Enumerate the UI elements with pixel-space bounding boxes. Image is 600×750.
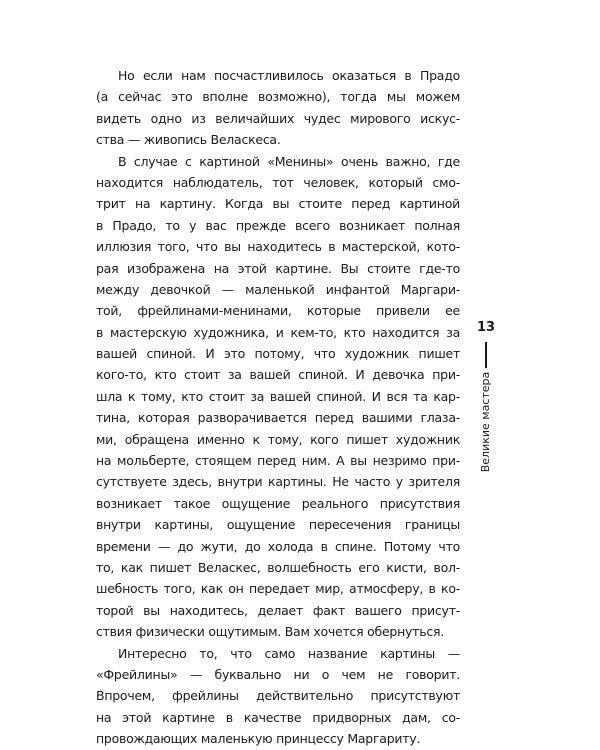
text-line: на этой картине в качестве придворных дам, со- bbox=[96, 709, 460, 725]
page-number: 13 bbox=[476, 320, 496, 335]
text-line: ми, обращена именно к тому, кого пишет художник bbox=[96, 431, 460, 447]
text-line: трит на картину. Когда вы стоите перед картиной bbox=[96, 196, 460, 212]
text-line: на мольберте, стоящем перед ним. А вы незримо при- bbox=[96, 453, 460, 469]
text-line: «Фрейлины» — буквально ни о чем не говорит. bbox=[96, 666, 460, 682]
text-line: (а сейчас это вполне возможно), тогда мы можем bbox=[96, 89, 460, 105]
text-line: иллюзия того, что вы находитесь в мастерской, кото- bbox=[96, 239, 460, 255]
paragraph-1 bbox=[96, 65, 460, 151]
text-line: шебность того, как он передает мир, атмосферу, в ко- bbox=[96, 581, 460, 597]
text-line: Впрочем, фрейлины действительно присутствуют bbox=[96, 688, 460, 704]
text-line: находится наблюдатель, тот человек, который смо- bbox=[96, 174, 460, 190]
text-line: видеть одно из величайших чудес мирового искус- bbox=[96, 110, 460, 126]
text-line: тина, которая разворачивается перед вашими глаза- bbox=[96, 410, 460, 426]
text-line: кого-то, кто стоит за вашей спиной. И девочка при- bbox=[96, 367, 460, 383]
text-line: сутствуете здесь, внутри картины. Не часто у зрителя bbox=[96, 474, 460, 490]
text-line: Но если нам посчастливилось оказаться в Прадо bbox=[118, 68, 460, 83]
body-text bbox=[96, 65, 460, 750]
text-line: провождающих маленькую принцессу Маргариту. bbox=[96, 731, 421, 747]
text-line: вашей спиной. И это потому, что художник пишет bbox=[96, 346, 460, 362]
running-head: Великие мастера bbox=[479, 371, 492, 473]
text-line: рая изображена на этой картине. Вы стоите где-то bbox=[96, 260, 460, 276]
text-line: той, фрейлинами-менинами, которые привели ее bbox=[96, 303, 460, 319]
text-line: между девочкой — маленькой инфантой Маргари- bbox=[96, 281, 460, 297]
text-line: возникает такое ощущение реального присутствия bbox=[96, 495, 460, 511]
text-line: в мастерскую художника, и кем-то, кто находится за bbox=[96, 324, 460, 340]
text-line: ства — живопись Веласкеса. bbox=[96, 132, 281, 148]
text-line: Интересно то, что само название картины — bbox=[118, 645, 460, 661]
text-line: времени — до жути, до холода в спине. Потому что bbox=[96, 538, 460, 554]
text-line: то, как пишет Веласкес, волшебность его кисти, вол- bbox=[96, 559, 460, 575]
text-line: В случае с картиной «Менины» очень важно, где bbox=[118, 153, 460, 169]
text-line: ствия физически ощутимым. Вам хочется обернуться. bbox=[96, 624, 444, 640]
text-line: внутри картины, ощущение пересечения границы bbox=[96, 517, 460, 533]
text-line: торой вы находитесь, делает факт вашего присут- bbox=[96, 602, 460, 618]
margin-rule bbox=[485, 342, 487, 368]
text-line: в Прадо, то у вас прежде всего возникает полная bbox=[96, 217, 460, 233]
paragraph-3 bbox=[96, 643, 460, 750]
text-line: шла к тому, кто стоит за вашей спиной. И вся та кар- bbox=[96, 388, 460, 404]
paragraph-2 bbox=[96, 151, 460, 643]
